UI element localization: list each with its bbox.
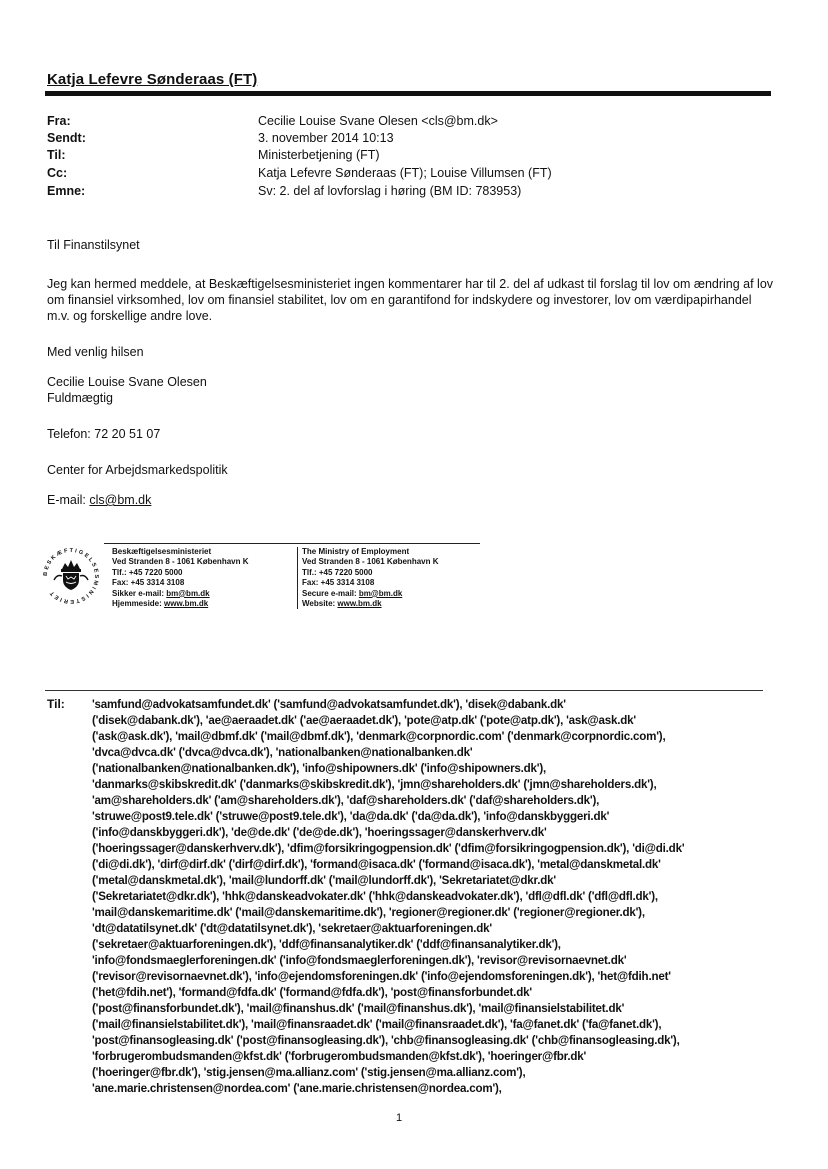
- sig-en-ministry: The Ministry of Employment: [302, 547, 410, 556]
- signer-role: Fuldmægtig: [47, 391, 113, 405]
- recipient-line: ('nationalbanken@nationalbanken.dk'), 'info@shipowners.dk' ('info@shipowners.dk'),: [92, 762, 547, 775]
- sent-label: Sendt:: [47, 131, 86, 145]
- recipients-rule: [45, 690, 763, 691]
- cc-value: Katja Lefevre Sønderaas (FT); Louise Villumsen (FT): [258, 166, 552, 180]
- recipient-line: ('hoeringssager@danskerhverv.dk'), 'dfim@forsikringogpension.dk' ('dfim@forsikringogpension.dk'), 'di@di.dk': [92, 842, 685, 855]
- recipient-line: ('disek@dabank.dk'), 'ae@aeraadet.dk' ('ae@aeraadet.dk'), 'pote@atp.dk' ('pote@atp.dk'), 'ask@ask.dk': [92, 714, 636, 727]
- recipient-line: 'post@finansogleasing.dk' ('post@finansogleasing.dk'), 'chb@finansogleasing.dk' ('chb@finansogleasing.dk'),: [92, 1034, 680, 1047]
- signature-block-danish: [112, 547, 248, 609]
- sig-da-address: Ved Stranden 8 - 1061 København K: [112, 557, 249, 567]
- sig-da-secure-label: Sikker e-mail:: [112, 588, 167, 598]
- sig-da-web-link[interactable]: www.bm.dk: [164, 599, 209, 609]
- salutation: Til Finanstilsynet: [47, 238, 140, 252]
- recipient-line: 'samfund@advokatsamfundet.dk' ('samfund@advokatsamfundet.dk'), 'disek@dabank.dk': [92, 698, 566, 711]
- recipient-line: ('di@di.dk'), 'dirf@dirf.dk' ('dirf@dirf.dk'), 'formand@isaca.dk' ('formand@isaca.dk'), 'metal@danskmetal.dk': [92, 858, 661, 871]
- recipient-line: 'dvca@dvca.dk' ('dvca@dvca.dk'), 'nationalbanken@nationalbanken.dk': [92, 746, 473, 759]
- sig-da-phone: Tlf.: +45 7220 5000: [112, 567, 183, 577]
- closing: Med venlig hilsen: [47, 345, 144, 359]
- recipient-line: 'info@fondsmaeglerforeningen.dk' ('info@fondsmaeglerforeningen.dk'), 'revisor@revisornaevnet.dk': [92, 954, 627, 967]
- recipient-line: ('post@finansforbundet.dk'), 'mail@finanshus.dk' ('mail@finanshus.dk'), 'mail@finansielstabilitet.dk': [92, 1002, 625, 1015]
- body-paragraph: Jeg kan hermed meddele, at Beskæftigelsesministeriet ingen kommentarer har til 2. del af udkast til forslag til lov om ændring af lov om finansiel virksomhed, lov om finansiel stabilitet, lov om en garantifond for indskydere og investorer, lov om værdipapirhandel m.v. og forskellige andre love.: [47, 277, 774, 323]
- cc-label: Cc:: [47, 166, 68, 180]
- sig-en-secure-email-link[interactable]: bm@bm.dk: [358, 588, 403, 598]
- crest-ring-text: BESKÆFTIGELSESMINISTERIET: [42, 547, 100, 605]
- recipient-line: ('Sekretariatet@dkr.dk'), 'hhk@danskeadvokater.dk' ('hhk@danskeadvokater.dk'), 'dfl@dfl.dk' ('dfl@dfl.dk'),: [92, 890, 658, 903]
- recipient-line: 'mail@danskemaritime.dk' ('mail@danskemaritime.dk'), 'regioner@regioner.dk' ('regioner@regioner.dk'),: [92, 906, 645, 919]
- sig-da-ministry: Beskæftigelsesministeriet: [112, 547, 212, 556]
- sig-en-web-label: Website:: [302, 599, 338, 609]
- sig-en-secure-label: Secure e-mail:: [302, 588, 359, 598]
- signer-department: Center for Arbejdsmarkedspolitik: [47, 463, 228, 477]
- sig-en-web-line: [302, 599, 438, 609]
- sig-da-fax: Fax: +45 3314 3108: [112, 578, 185, 588]
- subject-value: Sv: 2. del af lovforslag i høring (BM ID: 783953): [258, 184, 522, 198]
- from-label: Fra:: [47, 114, 71, 128]
- signature-rule: [104, 543, 480, 544]
- recipient-line: ('ask@ask.dk'), 'mail@dbmf.dk' ('mail@dbmf.dk'), 'denmark@corpnordic.com' ('denmark@corpnordic.com'),: [92, 730, 666, 743]
- heading-rule: [45, 91, 771, 96]
- signature-block-english: [297, 547, 438, 609]
- recipient-line: ('info@danskbyggeri.dk'), 'de@de.dk' ('de@de.dk'), 'hoeringssager@danskerhverv.dk': [92, 826, 547, 839]
- signer-name: Cecilie Louise Svane Olesen: [47, 375, 207, 389]
- sender-name-heading: Katja Lefevre Sønderaas (FT): [47, 71, 258, 88]
- recipient-line: ('hoeringer@fbr.dk'), 'stig.jensen@ma.allianz.com' ('stig.jensen@ma.allianz.com'),: [92, 1066, 526, 1079]
- recipient-line: 'dt@datatilsynet.dk' ('dt@datatilsynet.dk'), 'sekretaer@aktuarforeningen.dk': [92, 922, 492, 935]
- sig-da-web-label: Hjemmeside:: [112, 599, 165, 609]
- sent-value: 3. november 2014 10:13: [258, 131, 394, 145]
- recipient-line: 'struwe@post9.tele.dk' ('struwe@post9.tele.dk'), 'da@da.dk' ('da@da.dk'), 'info@danskbyggeri.dk': [92, 810, 610, 823]
- signer-phone: Telefon: 72 20 51 07: [47, 427, 161, 441]
- email-link[interactable]: cls@bm.dk: [89, 493, 152, 507]
- sig-da-secure-line: [112, 589, 248, 599]
- recipient-line: 'ane.marie.christensen@nordea.com' ('ane.marie.christensen@nordea.com'),: [92, 1082, 502, 1095]
- recipient-line: ('het@fdih.net'), 'formand@fdfa.dk' ('formand@fdfa.dk'), 'post@finansforbundet.dk': [92, 986, 532, 999]
- recipients-list: [92, 697, 772, 1097]
- recipient-line: 'forbrugerombudsmanden@kfst.dk' ('forbrugerombudsmanden@kfst.dk'), 'hoeringer@fbr.dk': [92, 1050, 587, 1063]
- sig-da-web-line: [112, 599, 248, 609]
- to-label: Til:: [47, 148, 66, 162]
- sig-en-web-link[interactable]: www.bm.dk: [337, 599, 382, 609]
- sig-en-address: Ved Stranden 8 - 1061 København K: [302, 557, 439, 567]
- recipient-line: ('revisor@revisornaevnet.dk'), 'info@ejendomsforeningen.dk' ('info@ejendomsforeningen.dk'), 'het@fdih.net': [92, 970, 671, 983]
- recipient-line: 'danmarks@skibskredit.dk' ('danmarks@skibskredit.dk'), 'jmn@shareholders.dk' ('jmn@shareholders.dk'),: [92, 778, 657, 791]
- subject-label: Emne:: [47, 184, 86, 198]
- signer-email-line: [47, 492, 151, 508]
- to-value: Ministerbetjening (FT): [258, 148, 380, 162]
- recipient-line: ('sekretaer@aktuarforeningen.dk'), 'ddf@finansanalytiker.dk' ('ddf@finansanalytiker.dk'),: [92, 938, 561, 951]
- recipient-line: ('mail@finansielstabilitet.dk'), 'mail@finansraadet.dk' ('mail@finansraadet.dk'), 'fa@fanet.dk' ('fa@fanet.dk'),: [92, 1018, 662, 1031]
- email-label: E-mail:: [47, 493, 90, 507]
- sig-en-secure-line: [302, 589, 438, 599]
- page-number: 1: [396, 1112, 403, 1124]
- recipient-line: 'am@shareholders.dk' ('am@shareholders.dk'), 'daf@shareholders.dk' ('daf@shareholders.dk'),: [92, 794, 600, 807]
- recipients-label: Til:: [47, 697, 65, 711]
- sig-en-fax: Fax: +45 3314 3108: [302, 578, 375, 588]
- ministry-crest-icon: [40, 545, 102, 607]
- sig-en-phone: Tlf.: +45 7220 5000: [302, 567, 373, 577]
- recipient-line: ('metal@danskmetal.dk'), 'mail@lundorff.dk' ('mail@lundorff.dk'), 'Sekretariatet@dkr.dk': [92, 874, 556, 887]
- from-value: Cecilie Louise Svane Olesen <cls@bm.dk>: [258, 114, 498, 128]
- sig-da-secure-email-link[interactable]: bm@bm.dk: [166, 588, 210, 598]
